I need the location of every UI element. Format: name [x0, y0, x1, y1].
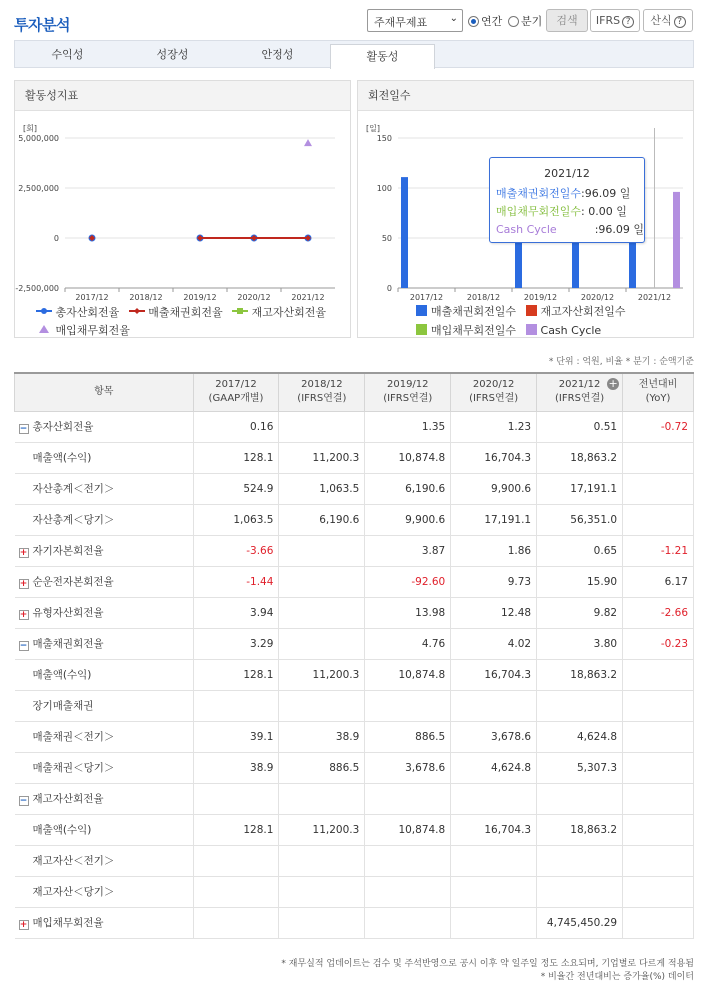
line-chart-legend [36, 304, 332, 338]
table-cell: 18,863.2 [537, 814, 623, 845]
row-label-text: 재고자산＜전기＞ [32, 855, 115, 867]
row-label-text: 유형자산회전율 [32, 607, 104, 619]
table-cell [623, 752, 694, 783]
tooltip-row [496, 221, 645, 239]
table-header-row [15, 373, 694, 411]
legend-item[interactable] [36, 322, 130, 338]
table-cell [451, 690, 537, 721]
table-cell: 3,678.6 [365, 752, 451, 783]
table-cell: 11,200.3 [279, 442, 365, 473]
table-cell [537, 876, 623, 907]
period-quarter-label: 분기 [521, 15, 543, 28]
y-tick-label: 100 [376, 184, 392, 193]
table-cell: 38.9 [193, 752, 279, 783]
table-cell [623, 845, 694, 876]
expand-icon[interactable]: + [19, 579, 28, 589]
x-tick-label: 2019/12 [183, 293, 217, 302]
table-row [15, 659, 694, 690]
search-button[interactable]: 검색 [546, 9, 588, 32]
table-cell: 1.23 [451, 411, 537, 442]
table-body [15, 411, 694, 938]
table-cell [623, 876, 694, 907]
table-cell: 6,190.6 [279, 504, 365, 535]
tooltip-unit: 일 [619, 187, 631, 200]
legend-swatch-icon [526, 324, 537, 335]
column-basis: (IFRS연결) [383, 393, 433, 405]
tooltip-row [496, 185, 638, 203]
row-label [15, 814, 194, 845]
table-cell: 0.51 [537, 411, 623, 442]
table-row [15, 845, 694, 876]
table-cell [623, 814, 694, 845]
row-label-text: 자산총계＜당기＞ [32, 514, 115, 526]
table-cell: 0.16 [193, 411, 279, 442]
table-cell [279, 783, 365, 814]
table-row [15, 783, 694, 814]
row-label [15, 473, 194, 504]
y-tick-label: 150 [376, 134, 392, 143]
table-cell: 16,704.3 [451, 659, 537, 690]
table-cell [623, 907, 694, 938]
table-cell [537, 845, 623, 876]
table-row [15, 628, 694, 659]
table-cell [193, 783, 279, 814]
table-cell [623, 783, 694, 814]
table-cell: 128.1 [193, 659, 279, 690]
table-cell: 9.73 [451, 566, 537, 597]
radio-checked-icon [468, 16, 479, 27]
table-cell: 3.29 [193, 628, 279, 659]
add-column-icon[interactable]: + [608, 377, 618, 390]
table-cell [365, 907, 451, 938]
tooltip-value: :96.09 [594, 223, 630, 236]
chart-tooltip [489, 157, 645, 243]
column-header [623, 373, 694, 411]
period-annual-radio[interactable] [468, 13, 502, 36]
table-row [15, 814, 694, 845]
legend-line-dot-icon [232, 306, 248, 316]
table-cell: 16,704.3 [451, 814, 537, 845]
table-row [15, 442, 694, 473]
x-tick-label: 2021/12 [291, 293, 325, 302]
tab-growth[interactable]: 성장성 [156, 48, 189, 61]
table-cell: 4.76 [365, 628, 451, 659]
table-cell: 128.1 [193, 442, 279, 473]
row-label [15, 721, 194, 752]
column-year: 2017/12 [215, 379, 257, 391]
tooltip-value: : 0.00 [581, 205, 613, 218]
ifrs-label: IFRS [595, 14, 621, 27]
tooltip-unit: 일 [633, 223, 645, 236]
table-cell [623, 442, 694, 473]
table-cell [193, 907, 279, 938]
table-cell: 3,678.6 [451, 721, 537, 752]
legend-item[interactable] [416, 303, 516, 319]
table-cell: 38.9 [279, 721, 365, 752]
legend-swatch-icon [526, 305, 537, 316]
row-label [15, 876, 194, 907]
table-cell: 4,624.8 [537, 721, 623, 752]
column-header [537, 373, 623, 411]
table-cell [279, 690, 365, 721]
column-basis: (YoY) [645, 393, 671, 405]
y-axis-label: [회] [23, 124, 37, 133]
panel-title: 활동성지표 [15, 81, 350, 111]
row-label-text: 총자산회전율 [32, 421, 94, 433]
column-header [279, 373, 365, 411]
x-tick-label: 2018/12 [129, 293, 163, 302]
table-cell [451, 845, 537, 876]
formula-label: 산식 [650, 14, 672, 27]
table-cell: -3.66 [193, 535, 279, 566]
row-label-text: 자기자본회전율 [32, 545, 104, 557]
expand-icon[interactable]: + [19, 920, 28, 930]
period-quarter-radio[interactable] [508, 13, 542, 36]
legend-label: 매출채권회전일수 [431, 305, 517, 318]
table-row [15, 907, 694, 938]
y-tick-label: 5,000,000 [18, 134, 59, 143]
table-cell [537, 690, 623, 721]
statement-select[interactable] [367, 9, 463, 32]
column-basis: (IFRS연결) [297, 393, 347, 405]
row-label[interactable] [15, 411, 194, 442]
table-row [15, 535, 694, 566]
tooltip-unit: 일 [616, 205, 627, 218]
tooltip-series: 매입채무회전일수 [496, 205, 582, 218]
row-label [15, 845, 194, 876]
x-tick-label: 2020/12 [580, 293, 615, 302]
table-cell: 11,200.3 [279, 814, 365, 845]
legend-item[interactable] [36, 304, 119, 320]
x-tick-label: 2021/12 [637, 293, 672, 302]
table-row [15, 566, 694, 597]
table-cell [365, 876, 451, 907]
table-cell: 17,191.1 [451, 504, 537, 535]
bar-chart-legend [416, 303, 632, 338]
formula-help-button[interactable] [643, 9, 693, 32]
tab-activity[interactable]: 활동성 [330, 44, 435, 69]
footnote: * 재무실적 업데이트는 검수 및 주석반영으로 공시 이후 약 일주일 정도 소요되며, 기업별로 다르게 적용됨 [281, 959, 694, 969]
legend-label: 총자산회전율 [55, 306, 120, 319]
table-row [15, 876, 694, 907]
table-cell: 10,874.8 [365, 442, 451, 473]
legend-line-dot-icon [129, 306, 145, 316]
table-cell [279, 907, 365, 938]
legend-label: 매출채권회전율 [148, 306, 223, 319]
activity-table [14, 372, 694, 939]
row-label [15, 690, 194, 721]
table-cell [451, 907, 537, 938]
column-basis: (GAAP개별) [208, 393, 264, 405]
table-cell [279, 845, 365, 876]
row-label [15, 752, 194, 783]
legend-item[interactable] [416, 322, 516, 338]
table-cell: 3.87 [365, 535, 451, 566]
table-cell [279, 411, 365, 442]
table-cell: -1.21 [623, 535, 694, 566]
table-cell: 12.48 [451, 597, 537, 628]
table-cell: 886.5 [279, 752, 365, 783]
collapse-icon[interactable]: − [19, 424, 28, 434]
table-cell: 39.1 [193, 721, 279, 752]
table-cell: 17,191.1 [537, 473, 623, 504]
row-label [15, 659, 194, 690]
top-bar [0, 0, 704, 40]
legend-line-dot-icon [36, 306, 52, 316]
column-header: 항목 [15, 373, 194, 411]
row-label-text: 매출액(수익) [32, 824, 92, 836]
table-cell [623, 504, 694, 535]
table-cell [193, 876, 279, 907]
row-label-text: 순운전자본회전율 [32, 576, 114, 588]
table-cell: 4,624.8 [451, 752, 537, 783]
tooltip-row [496, 203, 638, 221]
table-cell: -0.23 [623, 628, 694, 659]
legend-label: 재고자산회전일수 [540, 305, 626, 318]
row-label-text: 자산총계＜전기＞ [32, 483, 115, 495]
period-annual-label: 연간 [481, 15, 503, 28]
row-label-text: 장기매출채권 [32, 700, 94, 712]
column-header [451, 373, 537, 411]
y-tick-label: -2,500,000 [15, 284, 59, 293]
radio-unchecked-icon [508, 16, 519, 27]
page-title: 투자분석 [14, 16, 70, 34]
table-cell: -1.44 [193, 566, 279, 597]
row-label-text: 매입채무회전율 [32, 917, 104, 929]
table-row [15, 473, 694, 504]
table-cell: 128.1 [193, 814, 279, 845]
row-label[interactable] [15, 597, 194, 628]
tooltip-series: 매출채권회전일수 [496, 187, 582, 200]
table-cell [623, 659, 694, 690]
row-label-text: 매출채권＜전기＞ [32, 731, 115, 743]
activity-indicator-panel [14, 80, 351, 338]
table-cell: 10,874.8 [365, 814, 451, 845]
table-cell: -92.60 [365, 566, 451, 597]
column-header [365, 373, 451, 411]
table-cell [193, 845, 279, 876]
table-cell [365, 845, 451, 876]
table-row [15, 411, 694, 442]
table-row [15, 504, 694, 535]
table-cell: 1.35 [365, 411, 451, 442]
x-tick-label: 2017/12 [75, 293, 109, 302]
table-cell: 15.90 [537, 566, 623, 597]
legend-triangle-icon [36, 324, 52, 334]
table-cell: -0.72 [623, 411, 694, 442]
x-tick-label: 2019/12 [523, 293, 558, 302]
table-cell: 524.9 [193, 473, 279, 504]
collapse-icon[interactable]: − [19, 641, 28, 651]
collapse-icon[interactable]: − [19, 796, 28, 806]
column-header [193, 373, 279, 411]
table-cell [279, 876, 365, 907]
y-axis-label: [일] [366, 124, 380, 133]
table-cell: 9,900.6 [365, 504, 451, 535]
column-year: 전년대비 [638, 379, 678, 391]
data-point-triangle [304, 139, 312, 146]
row-label [15, 504, 194, 535]
tooltip-value: :96.09 [581, 187, 617, 200]
column-year: 2020/12 [472, 379, 515, 391]
x-tick-label: 2020/12 [237, 293, 271, 302]
legend-label: Cash Cycle [540, 324, 602, 337]
table-cell [365, 690, 451, 721]
row-label[interactable] [15, 628, 194, 659]
help-icon: ? [622, 16, 634, 28]
table-cell: 9.82 [537, 597, 623, 628]
table-row [15, 752, 694, 783]
table-cell [279, 535, 365, 566]
table-cell: 56,351.0 [537, 504, 623, 535]
table-cell: 5,307.3 [537, 752, 623, 783]
y-tick-label: 0 [386, 284, 392, 293]
row-label [15, 442, 194, 473]
help-icon: ? [674, 16, 686, 28]
footnote: * 비율간 전년대비는 증가율(%) 데이터 [540, 972, 694, 982]
ifrs-help-button[interactable] [590, 9, 640, 32]
chevron-down-icon: ⌄ [449, 13, 458, 24]
bar [401, 177, 408, 288]
tab-profitability[interactable]: 수익성 [51, 48, 84, 61]
tooltip-series: Cash Cycle [496, 223, 557, 236]
table-row [15, 690, 694, 721]
table-cell [451, 876, 537, 907]
panel-title: 회전일수 [358, 81, 693, 111]
row-label-text: 매출채권＜당기＞ [32, 762, 115, 774]
row-label-text: 재고자산회전율 [32, 793, 104, 805]
row-label-text: 매출액(수익) [32, 452, 92, 464]
table-cell: 10,874.8 [365, 659, 451, 690]
legend-item[interactable] [129, 304, 223, 320]
table-cell [623, 690, 694, 721]
statement-select-value: 주재무제표 [374, 16, 428, 29]
column-basis: (IFRS연결) [469, 393, 519, 405]
legend-swatch-icon [416, 305, 427, 316]
table-cell: 3.80 [537, 628, 623, 659]
table-cell: 0.65 [537, 535, 623, 566]
table-cell [623, 473, 694, 504]
table-cell [537, 783, 623, 814]
table-cell [279, 597, 365, 628]
table-cell: 3.94 [193, 597, 279, 628]
table-row [15, 597, 694, 628]
column-year: 2021/12 [558, 379, 601, 391]
tooltip-title: 2021/12 [544, 167, 590, 180]
legend-label: 매입채무회전일수 [431, 324, 517, 337]
table-cell: 9,900.6 [451, 473, 537, 504]
x-tick-label: 2018/12 [466, 293, 501, 302]
table-cell: 1,063.5 [193, 504, 279, 535]
unit-note: * 단위 : 억원, 비율 * 분기 : 순액기준 [548, 357, 694, 367]
table-cell: 18,863.2 [537, 659, 623, 690]
row-label-text: 재고자산＜당기＞ [32, 886, 115, 898]
analysis-tabs [14, 40, 694, 68]
expand-icon[interactable]: + [19, 548, 28, 558]
row-label-text: 매출액(수익) [32, 669, 92, 681]
table-cell: 6,190.6 [365, 473, 451, 504]
table-cell: 1,063.5 [279, 473, 365, 504]
table-cell: 4.02 [451, 628, 537, 659]
row-label[interactable] [15, 535, 194, 566]
column-year: 2019/12 [386, 379, 429, 391]
table-cell: 18,863.2 [537, 442, 623, 473]
expand-icon[interactable]: + [19, 610, 28, 620]
legend-label: 재고자산회전율 [251, 306, 327, 319]
column-basis: (IFRS연결) [555, 393, 605, 405]
y-tick-label: 2,500,000 [18, 184, 59, 193]
table-cell: 6.17 [623, 566, 694, 597]
table-row [15, 721, 694, 752]
table-cell: 13.98 [365, 597, 451, 628]
row-label[interactable] [15, 566, 194, 597]
tab-stability[interactable]: 안정성 [261, 48, 294, 61]
bar [673, 192, 680, 288]
legend-item[interactable] [526, 324, 602, 337]
table-cell: 886.5 [365, 721, 451, 752]
table-cell [279, 628, 365, 659]
row-label[interactable] [15, 783, 194, 814]
legend-label: 매입채무회전율 [55, 324, 130, 337]
legend-swatch-icon [416, 324, 427, 335]
legend-item[interactable] [526, 303, 626, 319]
table-cell: 1.86 [451, 535, 537, 566]
y-tick-label: 50 [381, 234, 392, 243]
table-cell [365, 783, 451, 814]
x-tick-label: 2017/12 [409, 293, 444, 302]
table-cell: 4,745,450.29 [537, 907, 623, 938]
table-cell [279, 566, 365, 597]
table-cell: 16,704.3 [451, 442, 537, 473]
table-cell [193, 690, 279, 721]
table-cell: -2.66 [623, 597, 694, 628]
legend-item[interactable] [232, 304, 326, 320]
table-cell [623, 721, 694, 752]
row-label[interactable] [15, 907, 194, 938]
row-label-text: 매출채권회전율 [32, 638, 104, 650]
table-cell [451, 783, 537, 814]
column-year: 2018/12 [301, 379, 343, 391]
table-cell: 11,200.3 [279, 659, 365, 690]
y-tick-label: 0 [53, 234, 59, 243]
